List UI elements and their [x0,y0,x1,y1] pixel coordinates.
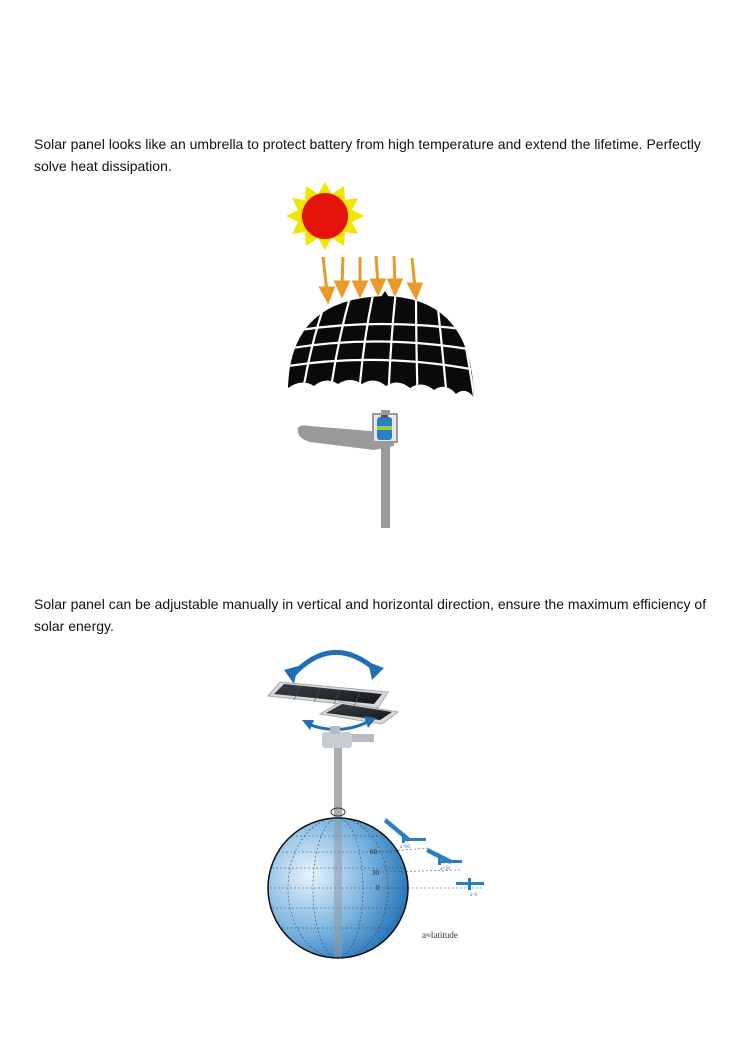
panel-label-60: a=60 [400,845,411,850]
tilted-panel-60 [384,818,426,843]
panel-label-0: a=0 [470,893,478,898]
adjustable-panel-figure [260,640,510,965]
paragraph-adjustable: Solar panel can be adjustable manually in vertical and horizontal direction, ensure the maximum efficiency of solar energy. [34,596,707,634]
sun-icon [286,182,364,250]
paragraph-umbrella: Solar panel looks like an umbrella to protect battery from high temperature and extend the lifetime. Perfectly solve heat dissipation. [34,136,701,174]
umbrella-solar-panel [288,290,476,410]
tilted-panel-30 [426,848,462,865]
battery-icon [373,414,397,442]
solar-panel-assembly [268,682,398,724]
rotation-arrow-icon [284,652,384,684]
legend-latitude: a≈latitude [422,930,458,940]
umbrella-figure [270,180,490,535]
latitude-label-60: 60 [370,848,377,856]
globe-icon [268,818,408,958]
panel-label-30: a=30 [440,867,451,872]
latitude-label-0: 0 [376,884,380,892]
latitude-label-30: 30 [372,869,379,877]
sunlight-arrows [321,256,421,301]
